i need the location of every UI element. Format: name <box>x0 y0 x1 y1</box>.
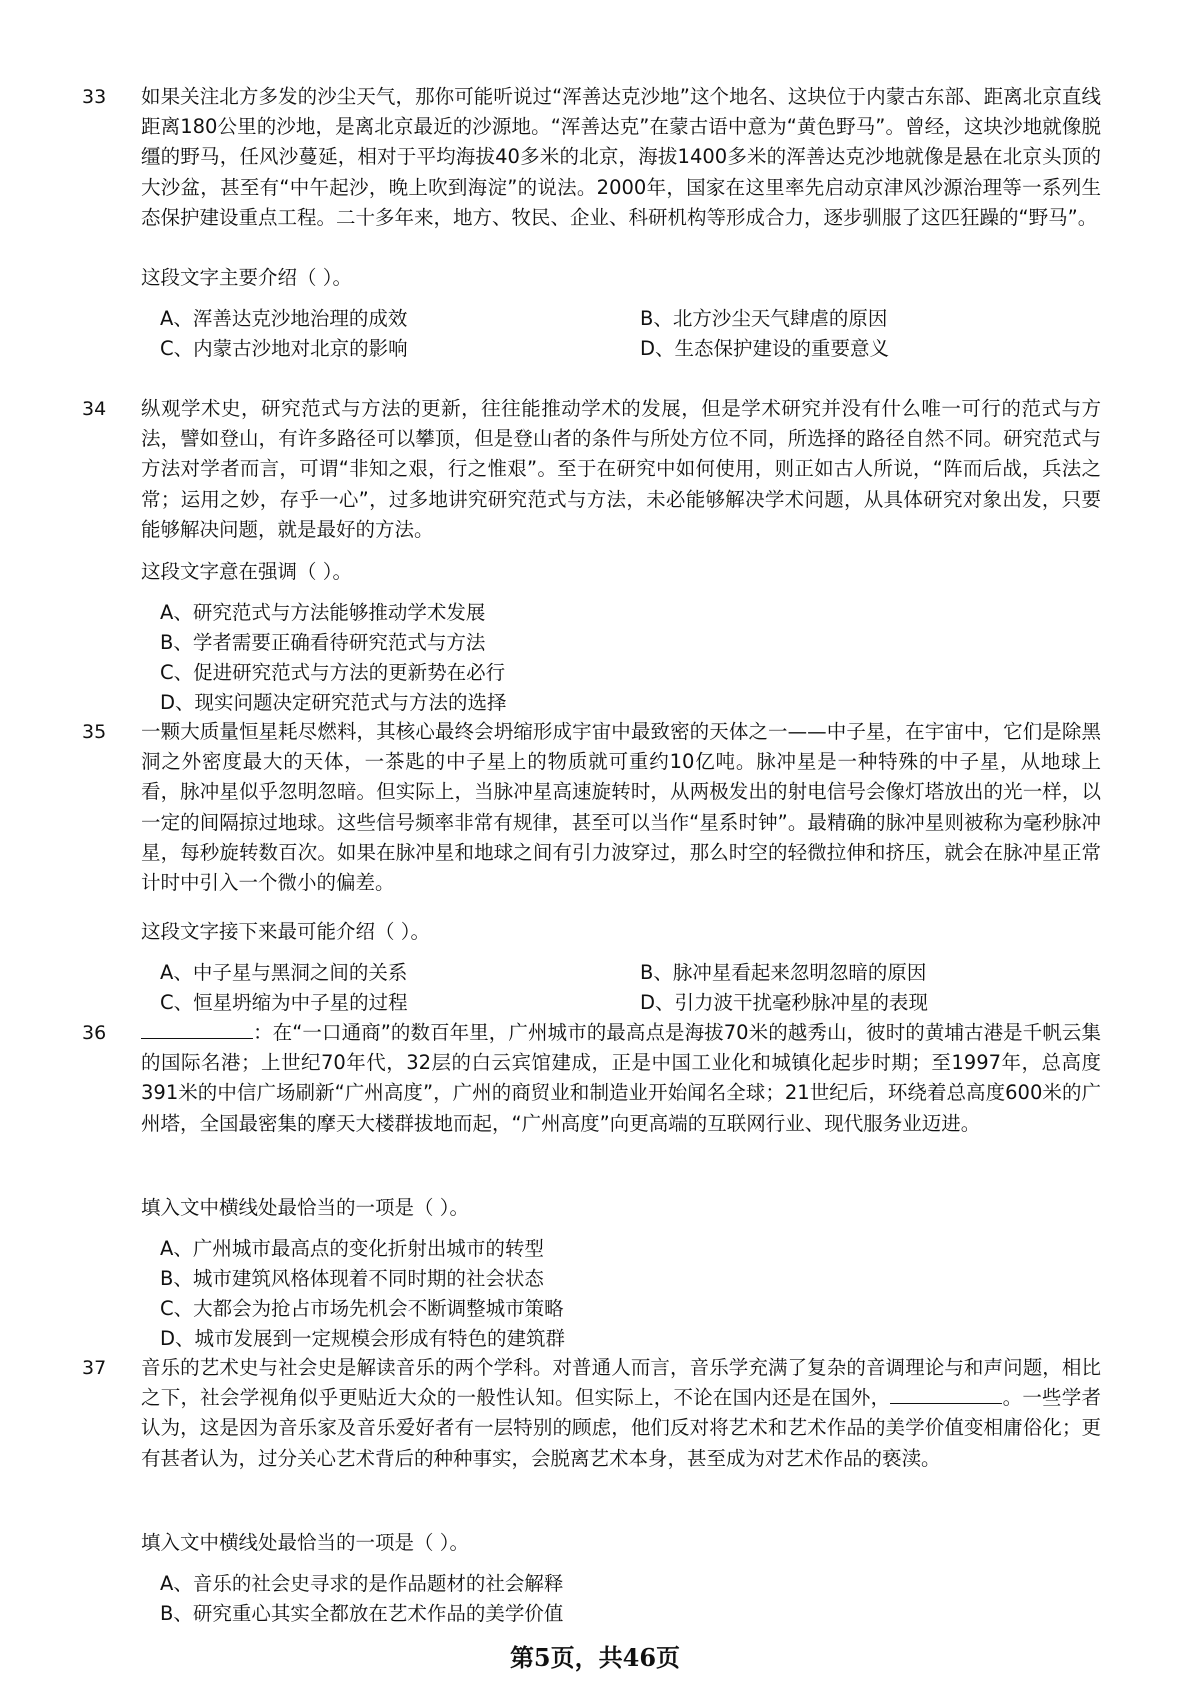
option-b[interactable]: B、城市建筑风格体现着不同时期的社会状态 <box>160 1267 544 1290</box>
option-b[interactable]: B、脉冲星看起来忽明忽暗的原因 <box>640 961 927 984</box>
question-prompt: 这段文字接下来最可能介绍（ ）。 <box>141 920 430 943</box>
answer-blank <box>141 1020 253 1039</box>
option-a[interactable]: A、研究范式与方法能够推动学术发展 <box>160 601 486 624</box>
option-d[interactable]: D、城市发展到一定规模会形成有特色的建筑群 <box>160 1327 566 1350</box>
question-text <box>141 1018 1101 1139</box>
page-footer: 第5页，共46页 <box>509 1643 681 1672</box>
question-number: 33 <box>82 86 107 108</box>
question-text-after-blank: ：在“一口通商”的数百年里，广州城市的最高点是海拔70米的越秀山，彼时的黄埔古港是千帆云集的国际名港；上世纪70年代，32层的白云宾馆建成，正是中国工业化和城镇化起步时期；至1997年，总高度391米的中信广场刷新“广州高度”，广州的商贸业和制造业开始闻名全球；21世纪后，环绕着总高度600米的广州塔，全国最密集的摩天大楼群拔地而起，“广州高度”向更高端的互联网行业、现代服务业迈进。 <box>141 1021 1101 1135</box>
option-c[interactable]: C、恒星坍缩为中子星的过程 <box>160 991 408 1014</box>
question-prompt: 这段文字主要介绍（ ）。 <box>141 266 352 289</box>
option-c[interactable]: C、大都会为抢占市场先机会不断调整城市策略 <box>160 1297 564 1320</box>
question-text: 如果关注北方多发的沙尘天气，那你可能听说过“浑善达克沙地”这个地名、这块位于内蒙古东部、距离北京直线距离180公里的沙地，是离北京最近的沙源地。“浑善达克”在蒙古语中意为“黄色野马”。曾经，这块沙地就像脱缰的野马，任风沙蔓延，相对于平均海拔40多米的北京，海拔1400多米的浑善达克沙地就像是悬在北京头顶的大沙盆，甚至有“中午起沙，晚上吹到海淀”的说法。2000年，国家在这里率先启动京津风沙源治理等一系列生态保护建设重点工程。二十多年来，地方、牧民、企业、科研机构等形成合力，逐步驯服了这匹狂躁的“野马”。 <box>141 85 1101 229</box>
option-d[interactable]: D、引力波干扰毫秒脉冲星的表现 <box>640 991 929 1014</box>
question-number: 36 <box>82 1022 107 1044</box>
option-b[interactable]: B、研究重心其实全都放在艺术作品的美学价值 <box>160 1602 564 1625</box>
answer-blank <box>890 1385 1002 1404</box>
question-text: 纵观学术史，研究范式与方法的更新，往往能推动学术的发展，但是学术研究并没有什么唯一可行的范式与方法，譬如登山，有许多路径可以攀顶，但是登山者的条件与所处方位不同，所选择的路径自然不同。研究范式与方法对学者而言，可谓“非知之艰，行之惟艰”。至于在研究中如何使用，则正如古人所说，“阵而后战，兵法之常；运用之妙，存乎一心”，过多地讲究研究范式与方法，未必能够解决学术问题，从具体研究对象出发，只要能够解决问题，就是最好的方法。 <box>141 397 1101 541</box>
question-text-before-blank: 音乐的艺术史与社会史是解读音乐的两个学科。对普通人而言，音乐学充满了复杂的音调理论与和声问题，相比之下，社会学视角似乎更贴近大众的一般性认知。但实际上，不论在国内还是在国外， <box>141 1356 1101 1410</box>
question-text-after-blank: 。一些学者认为，这是因为音乐家及音乐爱好者有一层特别的顾虑，他们反对将艺术和艺术作品的美学价值变相庸俗化；更有甚者认为，过分关心艺术背后的种种事实，会脱离艺术本身，甚至成为对艺术作品的亵渎。 <box>141 1386 1101 1470</box>
question-text: 一颗大质量恒星耗尽燃料，其核心最终会坍缩形成宇宙中最致密的天体之一——中子星，在宇宙中，它们是除黑洞之外密度最大的天体，一茶匙的中子星上的物质就可重约10亿吨。脉冲星是一种特殊的中子星，从地球上看，脉冲星似乎忽明忽暗。但实际上，当脉冲星高速旋转时，从两极发出的射电信号会像灯塔放出的光一样，以一定的间隔掠过地球。这些信号频率非常有规律，甚至可以当作“星系时钟”。最精确的脉冲星则被称为毫秒脉冲星，每秒旋转数百次。如果在脉冲星和地球之间有引力波穿过，那么时空的轻微拉伸和挤压，就会在脉冲星正常计时中引入一个微小的偏差。 <box>141 720 1101 895</box>
option-b[interactable]: B、学者需要正确看待研究范式与方法 <box>160 631 486 654</box>
option-d[interactable]: D、现实问题决定研究范式与方法的选择 <box>160 691 507 714</box>
question-prompt: 填入文中横线处最恰当的一项是（ ）。 <box>141 1531 469 1554</box>
question-number: 35 <box>82 721 107 743</box>
option-d[interactable]: D、生态保护建设的重要意义 <box>640 337 890 360</box>
question-number: 37 <box>82 1357 107 1379</box>
option-c[interactable]: C、促进研究范式与方法的更新势在必行 <box>160 661 506 684</box>
option-b[interactable]: B、北方沙尘天气肆虐的原因 <box>640 307 888 330</box>
question-number: 34 <box>82 398 107 420</box>
option-a[interactable]: A、音乐的社会史寻求的是作品题材的社会解释 <box>160 1572 564 1595</box>
question-prompt: 这段文字意在强调（ ）。 <box>141 560 352 583</box>
option-a[interactable]: A、浑善达克沙地治理的成效 <box>160 307 408 330</box>
option-c[interactable]: C、内蒙古沙地对北京的影响 <box>160 337 408 360</box>
option-a[interactable]: A、广州城市最高点的变化折射出城市的转型 <box>160 1237 544 1260</box>
question-text <box>141 1353 1101 1474</box>
option-a[interactable]: A、中子星与黑洞之间的关系 <box>160 961 408 984</box>
question-prompt: 填入文中横线处最恰当的一项是（ ）。 <box>141 1196 469 1219</box>
